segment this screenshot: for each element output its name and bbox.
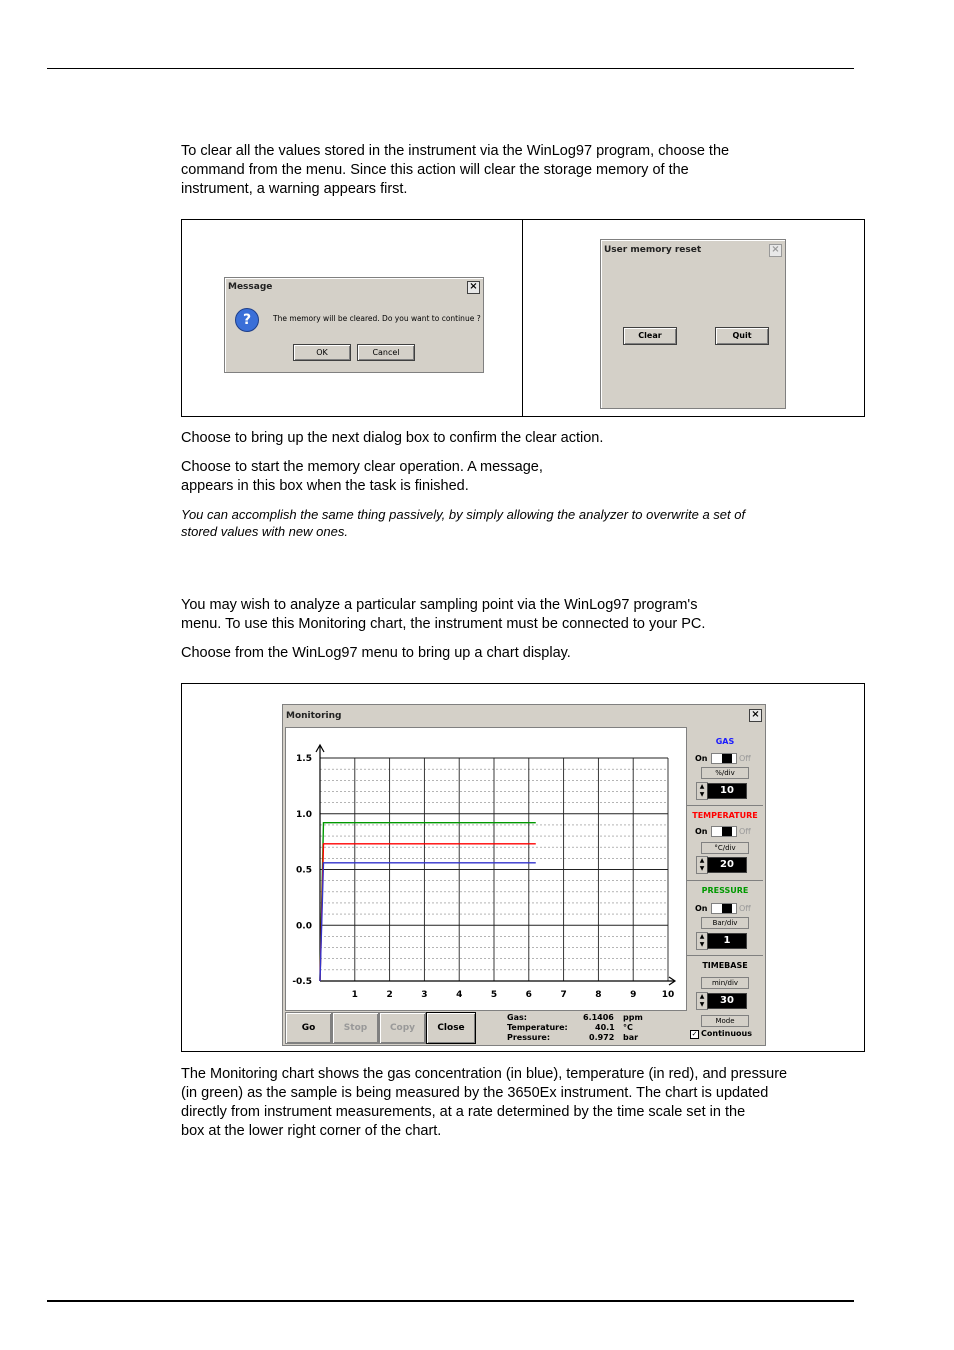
paragraph-choose-ok: Choose to bring up the next dialog box to confirm the clear action. [181, 430, 604, 446]
pressure-readout-label: Pressure: [507, 1033, 551, 1042]
paragraph-clear-intro: To clear all the values stored in the instrument via the WinLog97 program, choose the command from the menu. Since this action will clear the storage memory of the instrument, a warning appears first. [181, 143, 730, 197]
gas-value[interactable]: 10 [707, 783, 747, 799]
figure-divider [522, 220, 523, 416]
x-tick-label: 6 [525, 990, 532, 1000]
question-icon: ? [235, 308, 259, 332]
reset-dialog-title: User memory reset [604, 245, 702, 255]
continuous-checkbox[interactable]: ✓ [691, 1030, 698, 1038]
temperature-readout-label: Temperature: [507, 1023, 568, 1032]
close-icon[interactable]: × [467, 281, 480, 294]
temperature-readout-unit: °C [623, 1023, 633, 1032]
y-tick-label: 1.0 [296, 809, 312, 820]
pressure-value[interactable]: 1 [707, 933, 747, 949]
temperature-readout-value: 40.1 [595, 1023, 615, 1032]
gas-off-label: Off [739, 754, 751, 763]
copy-button[interactable]: Copy [379, 1012, 426, 1044]
pressure-readout-unit: bar [623, 1033, 639, 1042]
monitoring-title: Monitoring [286, 711, 342, 721]
timebase-value[interactable]: 30 [707, 993, 747, 1009]
gas-spinner[interactable]: ▲ ▼ [696, 782, 708, 800]
timebase-title: TIMEBASE [702, 961, 748, 970]
paragraph-monitor-intro: You may wish to analyze a particular sampling point via the WinLog97 program's menu. To use this Monitoring chart, the instrument must be connected to your PC. [181, 597, 706, 632]
paragraph-monitor-description: The Monitoring chart shows the gas concentration (in blue), temperature (in red), and pressure (in green) as the sample is being measured by the 3650Ex instrument. The chart is updated directly from instrument measurements, at a rate determined by the time scale set in the box at the lower right corner of the chart. [181, 1066, 788, 1139]
pressure-off-label: Off [739, 904, 751, 913]
pressure-panel [687, 880, 763, 955]
paragraph-choose-clear: Choose to start the memory clear operation. A message, appears in this box when the task is finished. [181, 459, 543, 494]
bottom-rule [47, 1300, 854, 1302]
gas-unit-button[interactable]: %/div [701, 767, 749, 779]
user-memory-reset-dialog [600, 239, 786, 409]
temperature-off-label: Off [739, 827, 751, 836]
series-line [320, 823, 536, 981]
series-line [320, 844, 536, 981]
gas-panel [687, 727, 763, 803]
y-tick-label: 1.5 [296, 754, 312, 764]
y-tick-label: 0.0 [296, 921, 312, 932]
quit-button[interactable]: Quit [715, 327, 769, 345]
temperature-title: TEMPERATURE [692, 811, 758, 820]
timebase-unit-button[interactable]: min/div [701, 977, 749, 989]
gas-on-label: On [695, 754, 708, 763]
gas-toggle[interactable] [711, 753, 737, 764]
message-dialog-title: Message [228, 282, 273, 292]
continuous-label: Continuous [701, 1029, 752, 1038]
dialogs-figure [181, 219, 865, 417]
ok-button[interactable]: OK [293, 344, 351, 361]
close-icon[interactable]: × [749, 709, 762, 722]
x-tick-label: 10 [661, 990, 675, 1000]
x-tick-label: 4 [456, 990, 463, 1000]
message-text: The memory will be cleared. Do you want to continue ? [273, 314, 481, 323]
x-tick-label: 8 [595, 990, 602, 1000]
x-tick-label: 1 [351, 990, 358, 1000]
gas-readout-label: Gas: [507, 1013, 527, 1022]
clear-button[interactable]: Clear [623, 327, 677, 345]
close-button[interactable]: Close [426, 1012, 476, 1044]
pressure-toggle[interactable] [711, 903, 737, 914]
pressure-spinner[interactable]: ▲ ▼ [696, 932, 708, 950]
x-tick-label: 9 [630, 990, 637, 1000]
close-icon[interactable]: × [769, 244, 782, 257]
note: You can accomplish the same thing passively, by simply allowing the analyzer to overwrite a set of stored values with new ones. [181, 507, 746, 539]
pressure-on-label: On [695, 904, 708, 913]
x-tick-label: 3 [421, 990, 428, 1000]
temperature-toggle[interactable] [711, 826, 737, 837]
gas-title: GAS [715, 737, 735, 746]
y-tick-label: 0.5 [296, 865, 312, 876]
monitoring-chart [286, 728, 686, 1010]
paragraph-choose-monitor: Choose from the WinLog97 menu to bring up a chart display. [181, 645, 571, 661]
go-button[interactable]: Go [285, 1012, 332, 1044]
message-dialog [224, 277, 484, 373]
temperature-panel [687, 805, 763, 880]
pressure-unit-button[interactable]: Bar/div [701, 917, 749, 929]
mode-button[interactable]: Mode [701, 1015, 749, 1027]
pressure-title: PRESSURE [701, 886, 749, 895]
x-tick-label: 7 [560, 990, 567, 1000]
monitoring-window [282, 704, 766, 1046]
plot-area [285, 727, 687, 1011]
x-tick-label: 2 [386, 990, 393, 1000]
temperature-spinner[interactable]: ▲ ▼ [696, 856, 708, 874]
gas-readout-value: 6.1406 [583, 1013, 614, 1022]
timebase-panel [687, 955, 763, 1044]
gas-readout-unit: ppm [623, 1013, 643, 1022]
temperature-on-label: On [695, 827, 708, 836]
temperature-unit-button[interactable]: °C/div [701, 842, 749, 854]
x-tick-label: 5 [490, 990, 498, 1000]
readout-panel [479, 1012, 685, 1044]
temperature-value[interactable]: 20 [707, 857, 747, 873]
timebase-spinner[interactable]: ▲ ▼ [696, 992, 708, 1010]
cancel-button[interactable]: Cancel [357, 344, 415, 361]
y-tick-label: -0.5 [292, 977, 312, 987]
stop-button[interactable]: Stop [332, 1012, 379, 1044]
top-rule [47, 68, 854, 69]
pressure-readout-value: 0.972 [589, 1033, 615, 1042]
